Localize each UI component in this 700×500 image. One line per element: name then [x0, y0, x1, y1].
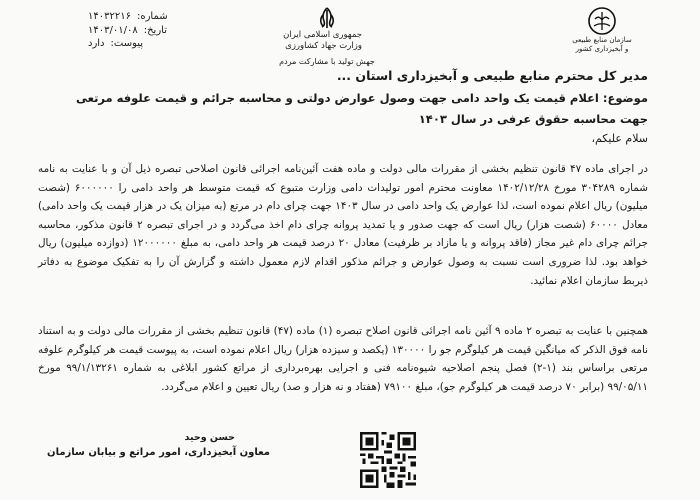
organization-name-line2: و آبخیزداری کشور: [575, 45, 629, 53]
letter-meta: [88, 10, 218, 51]
letter-attachment-value: دارد: [88, 38, 105, 49]
letter-date-label: تاریخ:: [143, 24, 167, 36]
organization-name-line1: سازمان منابع طبیعی: [572, 36, 632, 44]
signatory-name: حسن وحید: [184, 432, 235, 443]
body-paragraph-1: در اجرای ماده ۴۷ قانون تنظیم بخشی از مقررات مالی دولت و ماده هفت آئین‌نامه اجرائی قانون اصلاحی تبصره ذیل آن و با عنایت به نامه شماره ۳۰۴۲۸۹ مورخ ۱۴۰۲/۱۲/۲۸ معاونت محترم امور تولیدات دامی وزارت متبوع که قیمت متوسط هر واحد دامی را ۶۰۰۰۰۰۰ (شصت میلیون) ریال اعلام نموده است، لذا عوارض یک واحد دامی در سال ۱۴۰۳ جهت چرای دام در مرتع (به میزان یک در هزار قیمت یک واحد دامی) معادل ۶۰۰۰۰ (شصت هزار) ریال است که جهت صدور و یا تمدید پروانه چرای دام اخذ می‌گردد و در اجرای تبصره ۲ قانون مذکور، محاسبه جرائم چرای دام غیر مجاز (فاقد پروانه و یا مازاد بر ظرفیت) معادل ۲۰ درصد قیمت هر واحد دامی، به مبلغ ۱۲۰۰۰۰۰۰ (دوازده میلیون) ریال خواهد بود. لذا ضروری است نسبت به وصول عوارض و جرائم مذکور اقدام لازم معمول داشته و گزارش آن را به تفکیک موضوع به دفاتر ذیربط سازمان اعلام نمائید.: [38, 163, 648, 287]
year-slogan: جهش تولید با مشارکت مردم: [279, 57, 375, 66]
letter-number-value: ۱۴۰۳۲۲۱۶: [88, 11, 131, 22]
letter-date: [88, 24, 218, 38]
government-emblem: [279, 6, 375, 66]
ministry-name: وزارت جهاد کشاورزی: [285, 41, 362, 51]
iran-emblem-icon: [316, 6, 338, 30]
signatory-title: معاون آبخیزداری، امور مراتع و بیابان سازمان: [47, 447, 270, 458]
letter-date-value: ۱۴۰۳/۰۱/۰۸: [88, 24, 138, 36]
subject-line: موضوع: اعلام قیمت یک واحد دامی جهت وصول عوارض دولتی و محاسبه جرائم و قیمت علوفه مرتعی جهت محاسبه حقوق عرفی در سال ۱۴۰۳: [75, 91, 648, 126]
organization-logo-icon: [585, 6, 619, 36]
signature-block: [40, 432, 270, 458]
body-paragraph-2: همچنین با عنایت به تبصره ۲ ماده ۹ آئین نامه اجرائی قانون اصلاح تبصره (۱) ماده (۴۷) قانون تنظیم بخشی از مقررات مالی دولت و به استناد نامه فوق الذکر که میانگین قیمت هر کیلوگرم جو را ۱۳۰۰۰۰ (یکصد و سیزده هزار) ریال اعلام نموده است، به پیوست قیمت هر کیلوگرم علوفه مرتعی براساس بند (۱-۲) فصل پنجم اصلاحیه شیوه‌نامه فنی و اجرایی بهره‌برداری از مراتع کشور ابلاغی به شماره ۹۹/۱/۱۳۲۶۱ مورخ ۹۹/۰۵/۱۱ (برابر ۷۰ درصد قیمت هر کیلوگرم جو)، مبلغ ۷۹۱۰۰ (هفتاد و نه هزار و صد) ریال تعیین و اعلام می‌گردد.: [38, 325, 648, 393]
letter-attachment-label: پیوست:: [110, 38, 144, 49]
emblem-country-text: جمهوری اسلامی ایران: [283, 30, 362, 40]
letter-attachment: [88, 37, 218, 51]
recipient-line: مدیر کل محترم منابع طبیعی و آبخیزداری استان ...: [336, 68, 648, 83]
organization-logo: [562, 6, 642, 54]
letter-number: [88, 10, 218, 24]
greeting: سلام علیکم،: [591, 132, 648, 145]
qr-code-icon: [360, 432, 416, 488]
letter-number-label: شماره:: [136, 11, 168, 22]
